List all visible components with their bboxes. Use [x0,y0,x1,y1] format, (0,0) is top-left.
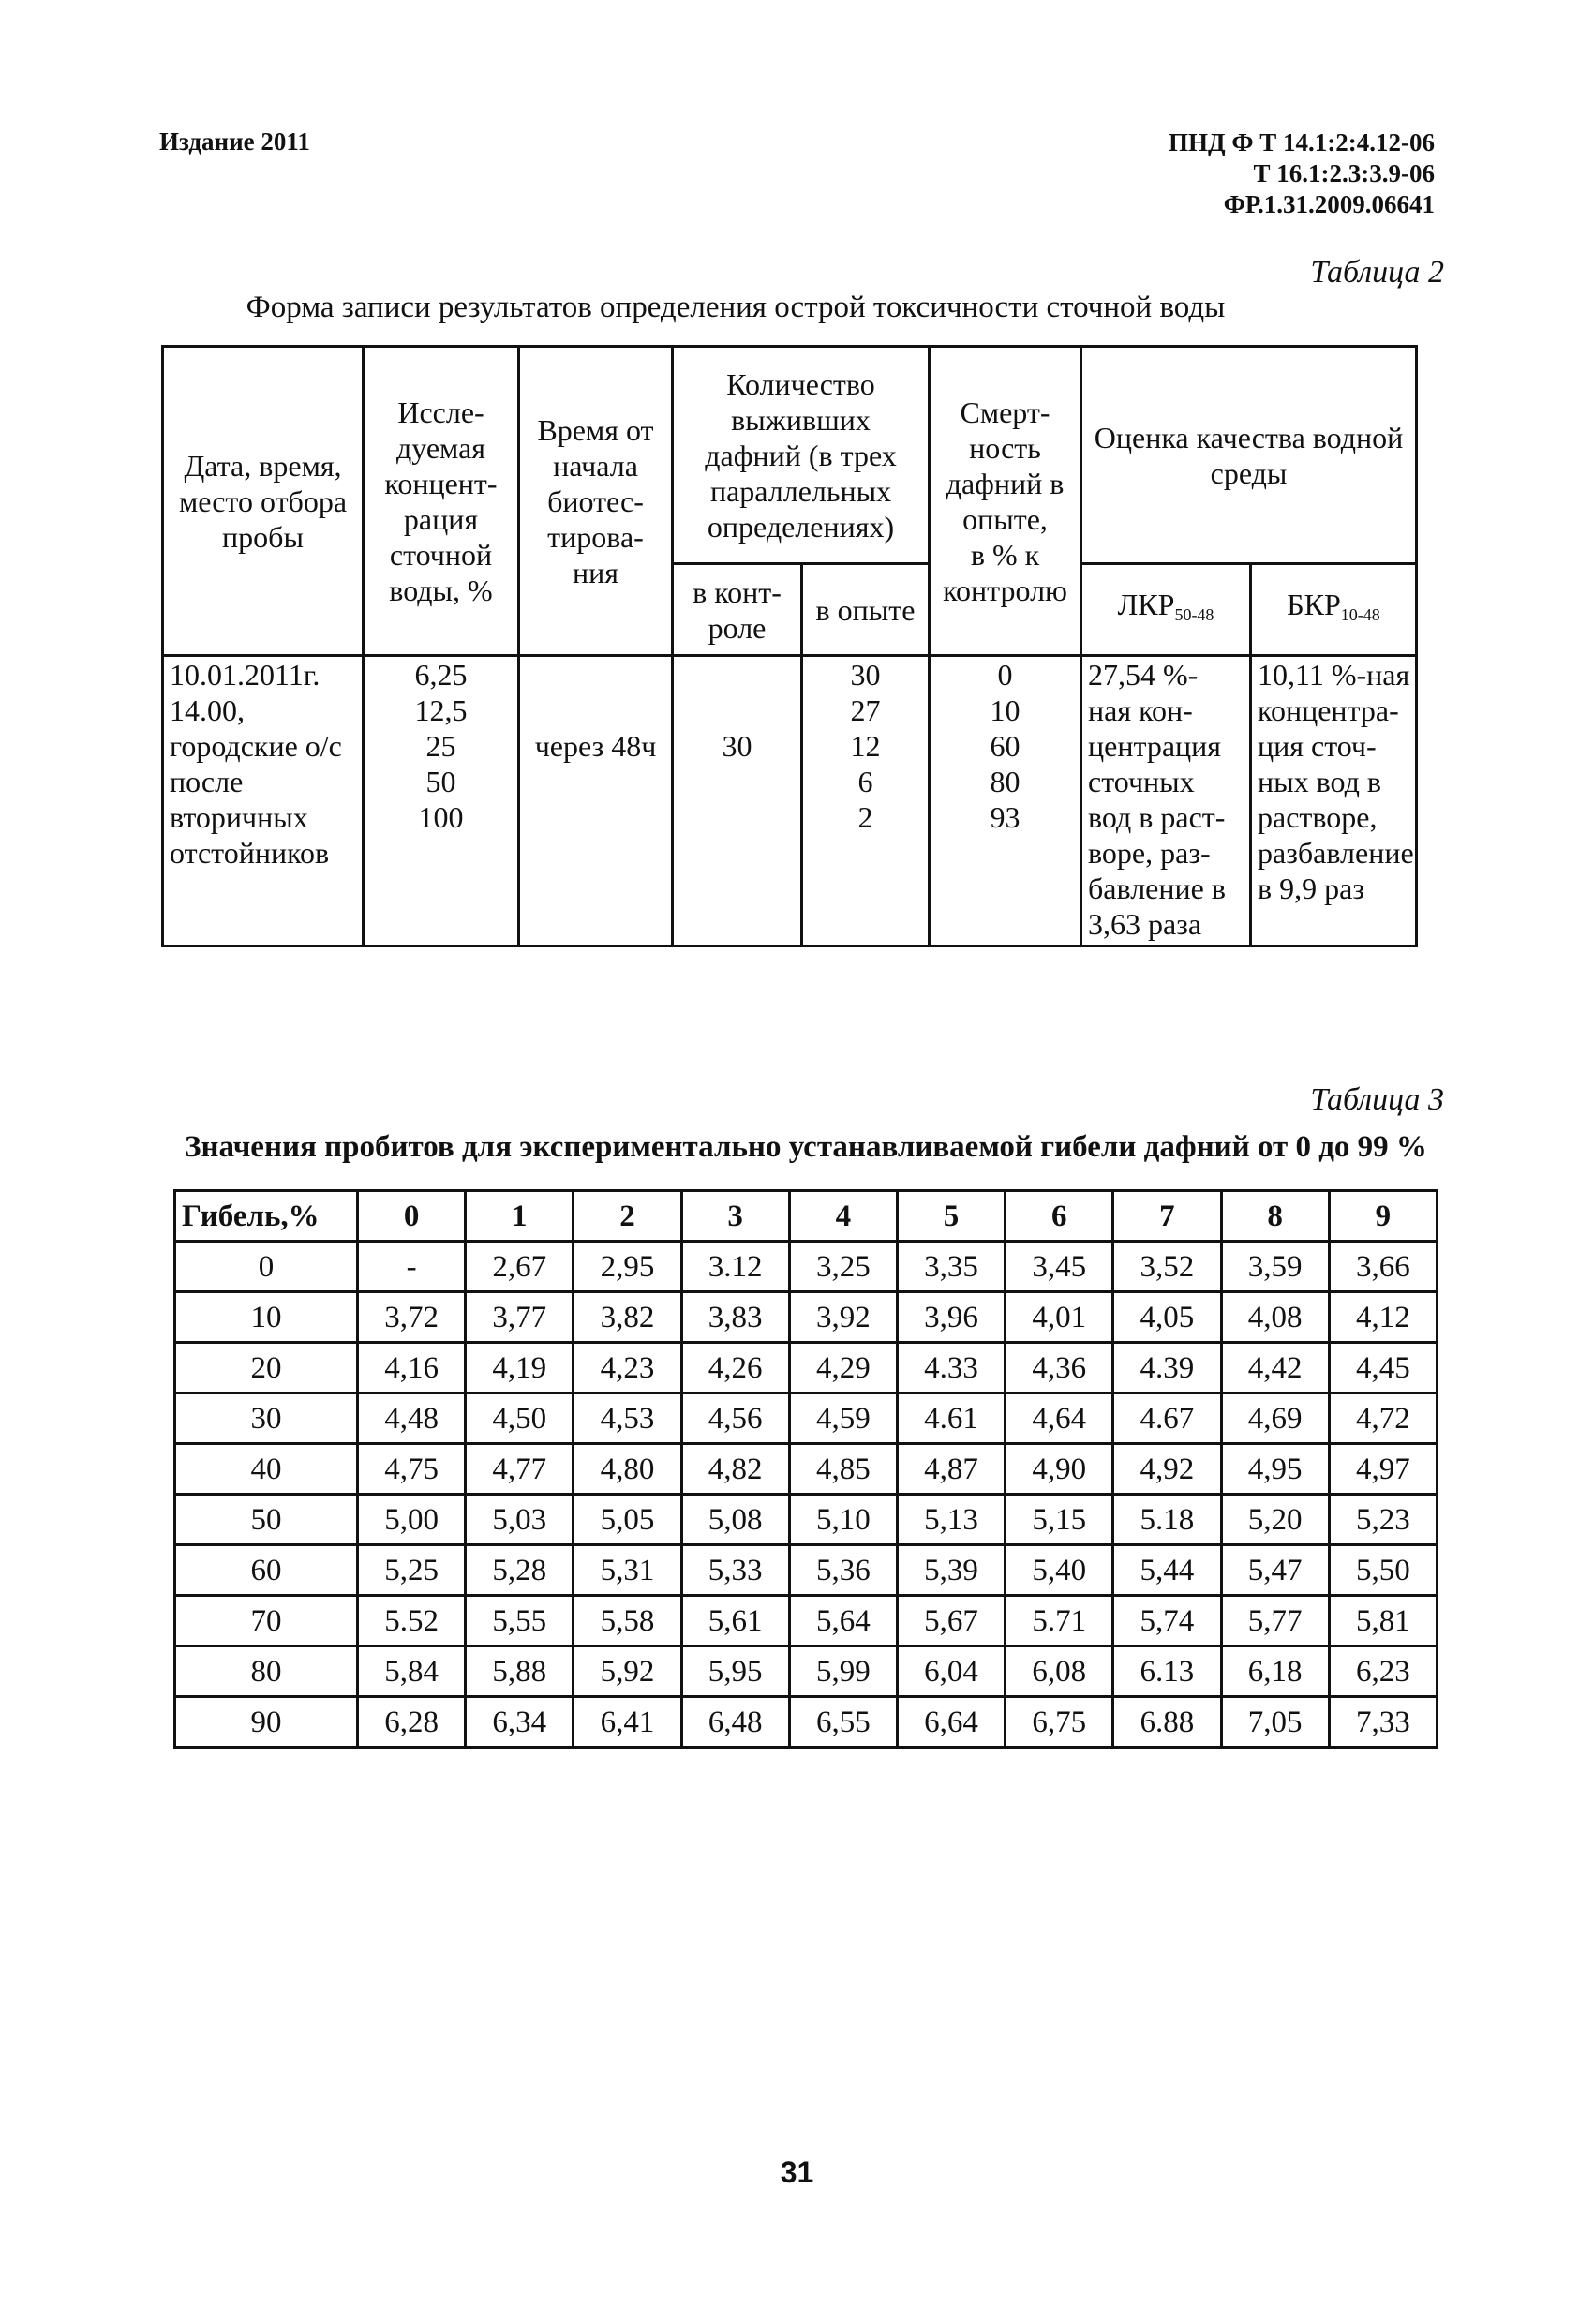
text-line: ность [969,430,1041,465]
table3-cell: 5,05 [574,1495,681,1545]
table3-cell: 5,64 [789,1596,897,1646]
text-line: ная кон- [1088,693,1193,727]
header-survivors-lines [674,366,928,544]
table3-cell: 2,95 [574,1242,681,1292]
table-row [175,1242,1438,1292]
text-line: дафний в [946,466,1065,500]
text-line: выживших [731,402,871,437]
cell-lkr-lines [1088,657,1249,942]
table3-column-header: 7 [1113,1191,1221,1242]
cell-bkr-lines [1258,657,1415,906]
text-line: воды, % [389,573,493,607]
table3-cell: 5,10 [789,1495,897,1545]
cell-time-text: через 48ч [534,729,657,763]
table3-cell: 6,48 [681,1697,789,1748]
text-line: 30 [850,658,881,692]
table3-cell: 4,19 [466,1343,574,1393]
cell-mortality-lines [931,657,1080,835]
table3-cell: 5,81 [1329,1596,1437,1646]
text-line: в конт- [693,574,782,609]
text-line: городские о/с [170,729,342,763]
header-lkr [1081,564,1251,656]
text-line: в 9,9 раз [1258,872,1364,905]
text-line: 2 [857,800,873,834]
header-concentration-lines [365,395,517,608]
text-line: дуемая [395,430,485,465]
header-mortality [930,347,1081,656]
table3-cell: 4,80 [574,1444,681,1495]
table3-cell: 4,53 [574,1393,681,1444]
table3-cell: 5,15 [1006,1495,1113,1545]
table3-header-row [175,1191,1438,1242]
table3-cell: 6,08 [1006,1646,1113,1697]
document-code-line: ФР.1.31.2009.06641 [1223,190,1435,218]
table3-cell: 5,74 [1113,1596,1221,1646]
table3-row-label: 90 [175,1697,358,1748]
table3-cell: 6.13 [1113,1646,1221,1697]
header-survivors-test: в опыте [802,564,930,656]
text-line: воре, раз- [1088,836,1211,870]
text-line: 6 [857,765,873,798]
table3-cell: 5,40 [1006,1545,1113,1596]
text-line: Дата, время, [184,448,342,483]
text-line: концентра- [1258,693,1399,727]
text-line: 10,11 %-ная [1258,658,1410,692]
table3-cell: 4,82 [681,1444,789,1495]
text-line: вторичных [170,800,308,834]
table3-cell: 4,42 [1221,1343,1329,1393]
text-line: разбавление [1258,836,1414,870]
text-line: среды [1210,455,1288,490]
table3-cell: 3,52 [1113,1242,1221,1292]
table3-cell: 4,48 [358,1393,466,1444]
text-line: сточных [1088,765,1195,798]
table3-cell: 5,03 [466,1495,574,1545]
table3-row-label: 40 [175,1444,358,1495]
text-line: начала [553,448,638,483]
table3-cell: 3,72 [358,1292,466,1343]
text-line: 10.01.2011г. [170,658,320,692]
table3-column-header: 3 [681,1191,789,1242]
table3-cell: 5,92 [574,1646,681,1697]
text-line: 93 [990,800,1020,834]
table3-cell: 5,58 [574,1596,681,1646]
header-survivors-control [673,564,802,656]
table3-column-header: 2 [574,1191,681,1242]
text-line: Смерт- [960,395,1050,429]
text-line: 27,54 %- [1088,658,1199,692]
table3-cell: 3,25 [789,1242,897,1292]
table3-corner-header: Гибель,% [175,1191,358,1242]
table3-cell: 4,45 [1329,1343,1437,1393]
table3-cell: 5,67 [897,1596,1005,1646]
table-row [175,1292,1438,1343]
table-row [175,1495,1438,1545]
text-line: 0 [997,658,1013,692]
text-line: ция сточ- [1258,729,1377,763]
table3-body [175,1191,1438,1748]
table3-cell: 5,23 [1329,1495,1437,1545]
table3-cell: 4,87 [897,1444,1005,1495]
document-code-line: ПНД Ф Т 14.1:2:4.12-06 [1168,128,1435,156]
cell-lkr [1081,656,1251,946]
table3-column-header: 1 [466,1191,574,1242]
table3-cell: 3,92 [789,1292,897,1343]
text-line: 6,25 [414,658,468,692]
table3-cell: 7,33 [1329,1697,1437,1748]
table3-cell: 5,25 [358,1545,466,1596]
text-line: отстойников [170,836,330,870]
table3-cell: 4,59 [789,1393,897,1444]
table3-cell: 4,12 [1329,1292,1437,1343]
table3-cell: 4,50 [466,1393,574,1444]
table3-cell: 3,82 [574,1292,681,1343]
table3-cell: 5,44 [1113,1545,1221,1596]
text-line: вод в раст- [1088,800,1226,834]
table-row [175,1444,1438,1495]
table3-cell: 5,36 [789,1545,897,1596]
text-line: место отбора [178,484,348,518]
text-line: 80 [990,765,1020,798]
table-row [175,1596,1438,1646]
table3-cell: 3,83 [681,1292,789,1343]
text-line: Оценка качества водной [1094,420,1404,454]
cell-control [673,656,802,946]
table3-cell: 4,95 [1221,1444,1329,1495]
table3-cell: 4,36 [1006,1343,1113,1393]
text-line: дафний (в трех [705,438,897,472]
table3-cell: 6,41 [574,1697,681,1748]
table3-cell: 5.71 [1006,1596,1113,1646]
table3-cell: 4,01 [1006,1292,1113,1343]
header-concentration [364,347,519,656]
table3-cell: 6,23 [1329,1646,1437,1697]
table3-cell: 6,28 [358,1697,466,1748]
table3-column-header: 9 [1329,1191,1437,1242]
cell-test [802,656,930,946]
document-code [1169,127,1435,220]
table2-label: Таблица 2 [1310,255,1444,290]
text-line: опыте, [962,501,1048,536]
table3-cell: 7,05 [1221,1697,1329,1748]
header-date-place [163,347,364,656]
table3-cell: 6.88 [1113,1697,1221,1748]
header-lkr-text: ЛКР [1117,588,1175,621]
table3-cell: 3,45 [1006,1242,1113,1292]
table3-cell: 3,96 [897,1292,1005,1343]
table3-row-label: 0 [175,1242,358,1292]
text-line: 12 [850,729,881,763]
cell-test-lines [803,657,928,835]
text-line: сточной [389,537,493,572]
table3 [173,1189,1438,1749]
table3-cell: 4,23 [574,1343,681,1393]
table3-cell: 5,99 [789,1646,897,1697]
table3-cell: 6,18 [1221,1646,1329,1697]
table3-cell: 5,08 [681,1495,789,1545]
text-line: контролю [943,573,1067,607]
table3-cell: 5,20 [1221,1495,1329,1545]
table3-cell: 4,05 [1113,1292,1221,1343]
cell-date-place-lines [170,657,362,871]
table3-label: Таблица 3 [1310,1082,1444,1117]
page-number: 31 [780,2155,814,2189]
table3-cell: 4.33 [897,1343,1005,1393]
table3-cell: 5,95 [681,1646,789,1697]
table3-cell: 5,77 [1221,1596,1329,1646]
table3-cell: 4,72 [1329,1393,1437,1444]
header-time-lines [520,412,671,590]
table3-title: Значения пробитов для экспериментально устанавливаемой гибели дафний от 0 до 99 % [185,1130,1427,1164]
table3-cell: 5,55 [466,1596,574,1646]
header-bkr-subscript: 10-48 [1340,605,1380,624]
table3-cell: 5,33 [681,1545,789,1596]
header-bkr [1251,564,1417,656]
header-quality [1081,347,1417,564]
text-line: 60 [990,729,1020,763]
table3-cell: 4,90 [1006,1444,1113,1495]
table3-cell: 4,08 [1221,1292,1329,1343]
table3-cell: 6,04 [897,1646,1005,1697]
cell-time [519,656,673,946]
table3-cell: 2,67 [466,1242,574,1292]
cell-mortality [930,656,1081,946]
table3-row-label: 30 [175,1393,358,1444]
table-row [175,1393,1438,1444]
table3-cell: 4,92 [1113,1444,1221,1495]
text-line: ных вод в [1258,765,1381,798]
table3-cell: 5,13 [897,1495,1005,1545]
table3-cell: 6,64 [897,1697,1005,1748]
text-line: 3,63 раза [1088,907,1202,941]
table3-cell: 5,84 [358,1646,466,1697]
text-line: параллельных [709,473,892,508]
table3-cell: 4,97 [1329,1444,1437,1495]
cell-bkr [1251,656,1417,946]
table3-row-label: 70 [175,1596,358,1646]
table3-cell: 4.39 [1113,1343,1221,1393]
table3-cell: 4,75 [358,1444,466,1495]
cell-concentration-lines [365,657,517,835]
table3-cell: 5,50 [1329,1545,1437,1596]
header-survivors-control-lines [674,574,800,646]
text-line: концент- [384,466,498,500]
table3-cell: 6,34 [466,1697,574,1748]
table3-cell: 5,47 [1221,1545,1329,1596]
table3-cell: 4,85 [789,1444,897,1495]
text-line: 50 [425,765,456,798]
table3-cell: 6,75 [1006,1697,1113,1748]
table3-cell: 5,31 [574,1545,681,1596]
table3-cell: 4,69 [1221,1393,1329,1444]
text-line: биотес- [547,484,644,518]
header-lkr-subscript: 50-48 [1174,605,1214,624]
table3-cell: 4,64 [1006,1393,1113,1444]
text-line: 27 [850,693,881,727]
text-line: 14.00, [170,693,245,727]
table3-cell: 5,61 [681,1596,789,1646]
table3-row-label: 60 [175,1545,358,1596]
text-line: Время от [537,412,654,447]
table2 [161,345,1418,947]
text-line: бавление в [1088,872,1226,905]
text-line: определениях) [707,509,895,544]
table-row [175,1545,1438,1596]
table3-cell: 4,77 [466,1444,574,1495]
table2-title: Форма записи результатов определения острой токсичности сточной воды [246,290,1226,324]
text-line: пробы [222,519,304,554]
header-time [519,347,673,656]
table3-cell: 6,55 [789,1697,897,1748]
text-line: растворе, [1258,800,1378,834]
text-line: рация [403,501,479,536]
table3-cell: 4,16 [358,1343,466,1393]
text-line: Количество [726,366,875,401]
text-line: тирова- [547,519,644,554]
table3-column-header: 0 [358,1191,466,1242]
text-line: Иссле- [397,395,484,429]
table3-row-label: 50 [175,1495,358,1545]
table3-column-header: 4 [789,1191,897,1242]
table3-cell: 3,35 [897,1242,1005,1292]
table3-cell: 5.18 [1113,1495,1221,1545]
document-code-line: Т 16.1:2.3:3.9-06 [1253,159,1435,187]
table3-cell: 3.12 [681,1242,789,1292]
text-line: 12,5 [414,693,468,727]
table3-row-label: 80 [175,1646,358,1697]
table3-column-header: 8 [1221,1191,1329,1242]
table3-cell: 4,26 [681,1343,789,1393]
table3-cell: 4.67 [1113,1393,1221,1444]
header-date-place-lines [164,448,362,555]
cell-concentration [364,656,519,946]
text-line: 10 [990,693,1020,727]
table3-cell: 5,00 [358,1495,466,1545]
text-line: центрация [1088,729,1222,763]
table3-cell: 4.61 [897,1393,1005,1444]
cell-date-place [163,656,364,946]
table3-cell: 3,66 [1329,1242,1437,1292]
table3-column-header: 6 [1006,1191,1113,1242]
table-row [175,1646,1438,1697]
text-line: 100 [418,800,464,834]
table3-cell: 5,39 [897,1545,1005,1596]
table3-row-label: 20 [175,1343,358,1393]
table3-cell: 3,59 [1221,1242,1329,1292]
header-survivors [673,347,930,564]
table3-cell: 4,29 [789,1343,897,1393]
table-row [175,1343,1438,1393]
text-line: роле [708,610,767,645]
text-line: 25 [425,729,456,763]
table3-column-header: 5 [897,1191,1005,1242]
table3-cell: 3,77 [466,1292,574,1343]
header-mortality-lines [931,395,1080,608]
table3-cell: - [358,1242,466,1292]
header-bkr-text: БКР [1287,588,1341,621]
text-line: ния [573,555,618,589]
table-row [175,1697,1438,1748]
table3-cell: 4,56 [681,1393,789,1444]
table3-cell: 5.52 [358,1596,466,1646]
header-quality-lines [1082,420,1415,491]
cell-control-text: 30 [722,729,752,763]
text-line: после [170,765,244,798]
text-line: в % к [970,537,1040,572]
table3-row-label: 10 [175,1292,358,1343]
table3-cell: 5,88 [466,1646,574,1697]
table3-cell: 5,28 [466,1545,574,1596]
edition-label: Издание 2011 [159,127,310,156]
